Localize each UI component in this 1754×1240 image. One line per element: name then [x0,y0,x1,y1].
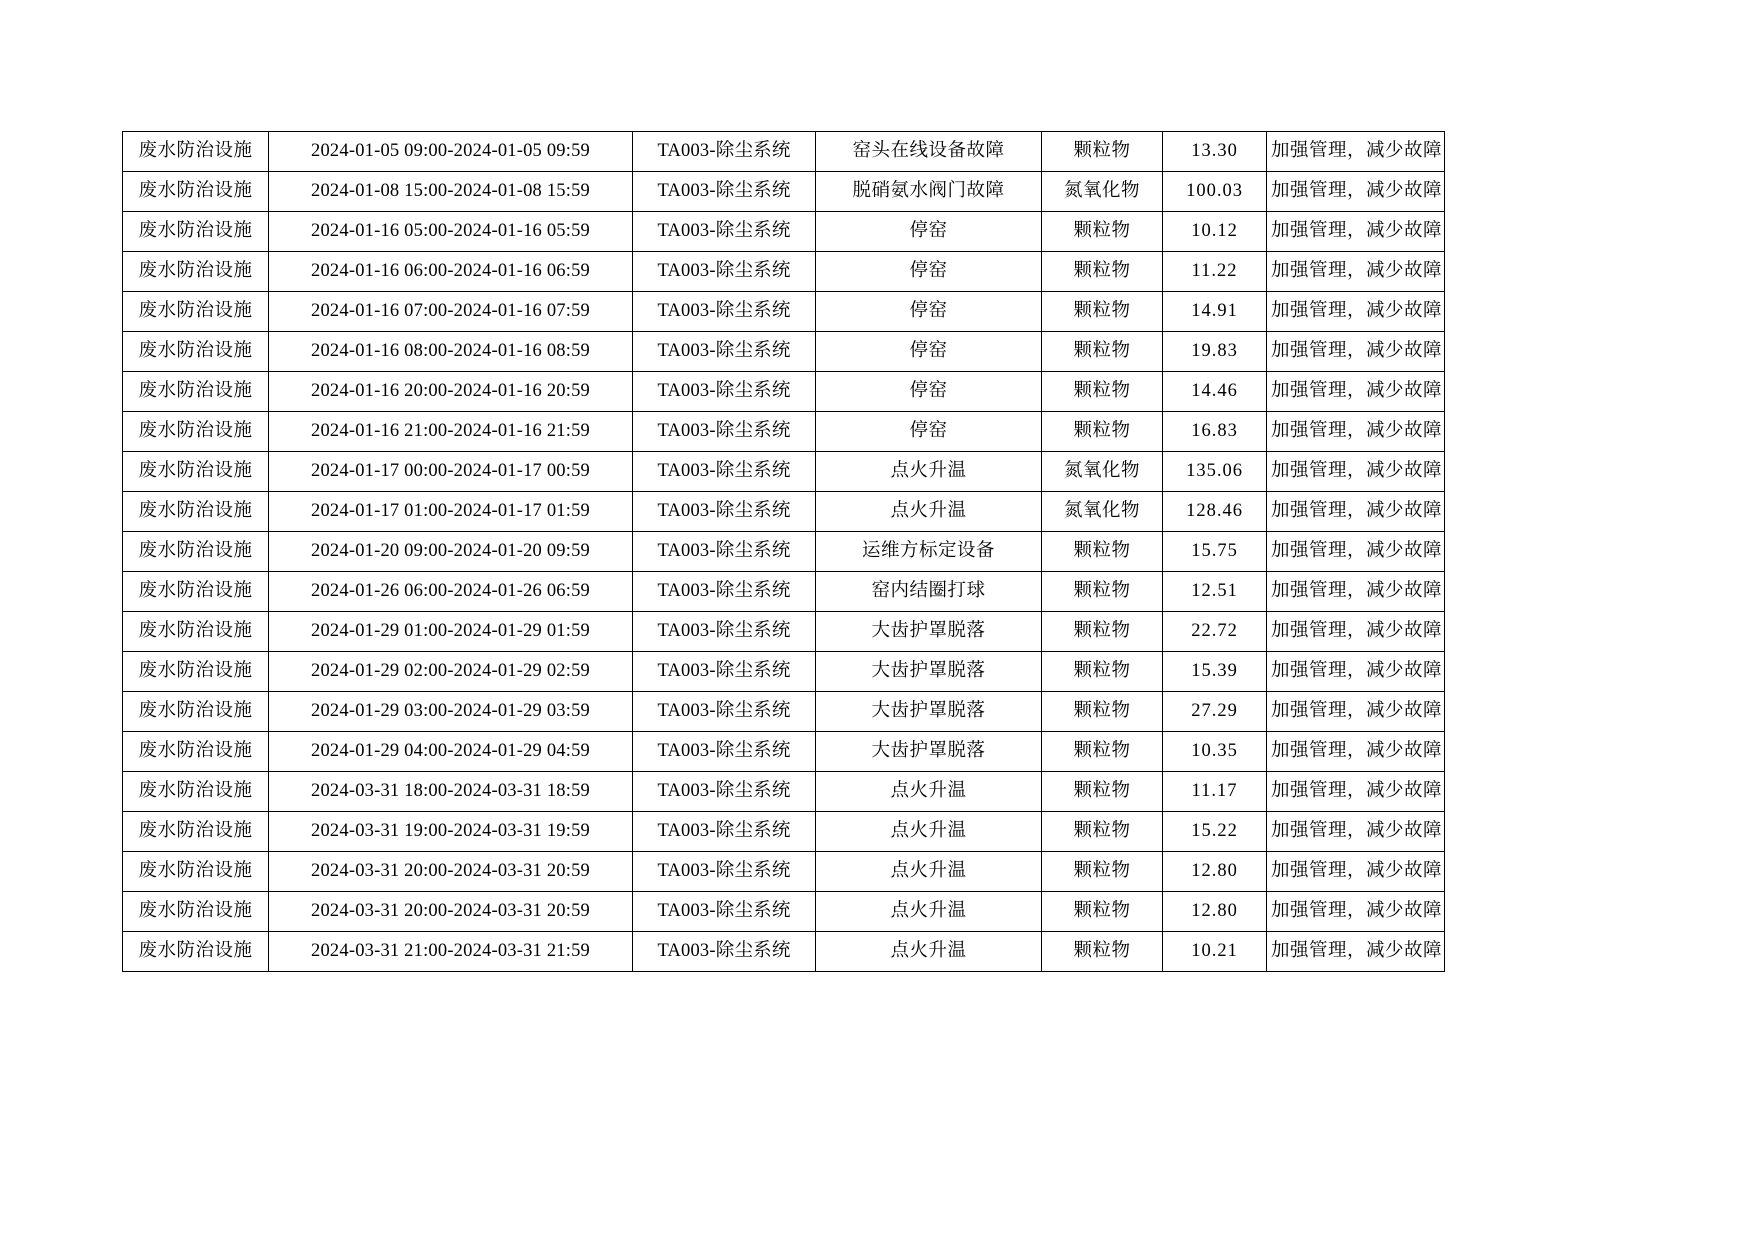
cell-system: TA003-除尘系统 [633,612,816,652]
cell-facility: 废水防治设施 [123,172,269,212]
cell-system: TA003-除尘系统 [633,332,816,372]
cell-value: 22.72 [1163,612,1267,652]
cell-pollutant: 颗粒物 [1042,572,1163,612]
cell-reason: 点火升温 [816,812,1042,852]
cell-value: 19.83 [1163,332,1267,372]
cell-system: TA003-除尘系统 [633,252,816,292]
cell-facility: 废水防治设施 [123,532,269,572]
table-row [123,892,1445,932]
cell-measure: 加强管理，减少故障 [1267,772,1445,812]
cell-facility: 废水防治设施 [123,932,269,972]
cell-period: 2024-01-20 09:00-2024-01-20 09:59 [269,532,633,572]
cell-facility: 废水防治设施 [123,412,269,452]
cell-measure: 加强管理，减少故障 [1267,612,1445,652]
cell-pollutant: 颗粒物 [1042,652,1163,692]
cell-system: TA003-除尘系统 [633,892,816,932]
cell-pollutant: 颗粒物 [1042,252,1163,292]
cell-period: 2024-01-26 06:00-2024-01-26 06:59 [269,572,633,612]
cell-facility: 废水防治设施 [123,372,269,412]
cell-facility: 废水防治设施 [123,252,269,292]
cell-period: 2024-01-29 02:00-2024-01-29 02:59 [269,652,633,692]
cell-pollutant: 颗粒物 [1042,212,1163,252]
cell-reason: 点火升温 [816,932,1042,972]
cell-period: 2024-03-31 21:00-2024-03-31 21:59 [269,932,633,972]
cell-system: TA003-除尘系统 [633,772,816,812]
cell-measure: 加强管理，减少故障 [1267,892,1445,932]
cell-measure: 加强管理，减少故障 [1267,332,1445,372]
cell-pollutant: 颗粒物 [1042,532,1163,572]
cell-facility: 废水防治设施 [123,652,269,692]
cell-measure: 加强管理，减少故障 [1267,812,1445,852]
cell-system: TA003-除尘系统 [633,132,816,172]
cell-period: 2024-03-31 20:00-2024-03-31 20:59 [269,852,633,892]
cell-pollutant: 颗粒物 [1042,412,1163,452]
cell-value: 11.22 [1163,252,1267,292]
cell-facility: 废水防治设施 [123,772,269,812]
cell-facility: 废水防治设施 [123,812,269,852]
cell-facility: 废水防治设施 [123,892,269,932]
cell-pollutant: 颗粒物 [1042,332,1163,372]
cell-pollutant: 颗粒物 [1042,892,1163,932]
cell-period: 2024-03-31 20:00-2024-03-31 20:59 [269,892,633,932]
cell-reason: 停窑 [816,292,1042,332]
cell-pollutant: 颗粒物 [1042,692,1163,732]
cell-reason: 大齿护罩脱落 [816,612,1042,652]
cell-reason: 停窑 [816,412,1042,452]
cell-pollutant: 颗粒物 [1042,852,1163,892]
cell-facility: 废水防治设施 [123,332,269,372]
cell-reason: 停窑 [816,252,1042,292]
cell-period: 2024-01-08 15:00-2024-01-08 15:59 [269,172,633,212]
cell-system: TA003-除尘系统 [633,372,816,412]
cell-value: 14.46 [1163,372,1267,412]
cell-value: 16.83 [1163,412,1267,452]
exceedance-records-table [122,131,1445,972]
cell-reason: 点火升温 [816,452,1042,492]
cell-facility: 废水防治设施 [123,212,269,252]
cell-reason: 脱硝氨水阀门故障 [816,172,1042,212]
cell-system: TA003-除尘系统 [633,412,816,452]
cell-facility: 废水防治设施 [123,692,269,732]
cell-measure: 加强管理，减少故障 [1267,372,1445,412]
cell-measure: 加强管理，减少故障 [1267,852,1445,892]
cell-value: 100.03 [1163,172,1267,212]
cell-value: 15.75 [1163,532,1267,572]
cell-pollutant: 颗粒物 [1042,772,1163,812]
cell-measure: 加强管理，减少故障 [1267,732,1445,772]
cell-measure: 加强管理，减少故障 [1267,932,1445,972]
table-row [123,652,1445,692]
cell-system: TA003-除尘系统 [633,172,816,212]
table-row [123,252,1445,292]
cell-value: 15.22 [1163,812,1267,852]
cell-period: 2024-01-17 01:00-2024-01-17 01:59 [269,492,633,532]
table-row [123,332,1445,372]
cell-measure: 加强管理，减少故障 [1267,412,1445,452]
cell-pollutant: 颗粒物 [1042,132,1163,172]
cell-reason: 点火升温 [816,492,1042,532]
cell-measure: 加强管理，减少故障 [1267,132,1445,172]
table-row [123,612,1445,652]
cell-pollutant: 颗粒物 [1042,932,1163,972]
cell-facility: 废水防治设施 [123,492,269,532]
cell-system: TA003-除尘系统 [633,932,816,972]
cell-value: 12.80 [1163,892,1267,932]
cell-period: 2024-01-16 21:00-2024-01-16 21:59 [269,412,633,452]
cell-system: TA003-除尘系统 [633,852,816,892]
cell-pollutant: 氮氧化物 [1042,172,1163,212]
cell-measure: 加强管理，减少故障 [1267,292,1445,332]
cell-facility: 废水防治设施 [123,132,269,172]
cell-reason: 窑内结圈打球 [816,572,1042,612]
cell-reason: 窑头在线设备故障 [816,132,1042,172]
table-row [123,292,1445,332]
table-row [123,692,1445,732]
table-row [123,532,1445,572]
cell-reason: 运维方标定设备 [816,532,1042,572]
cell-system: TA003-除尘系统 [633,652,816,692]
cell-value: 27.29 [1163,692,1267,732]
table-row [123,212,1445,252]
cell-facility: 废水防治设施 [123,852,269,892]
cell-reason: 大齿护罩脱落 [816,732,1042,772]
table-row [123,492,1445,532]
cell-system: TA003-除尘系统 [633,452,816,492]
table-row [123,132,1445,172]
cell-period: 2024-01-16 20:00-2024-01-16 20:59 [269,372,633,412]
cell-system: TA003-除尘系统 [633,532,816,572]
table-row [123,812,1445,852]
cell-reason: 大齿护罩脱落 [816,692,1042,732]
cell-value: 12.80 [1163,852,1267,892]
cell-measure: 加强管理，减少故障 [1267,452,1445,492]
cell-measure: 加强管理，减少故障 [1267,532,1445,572]
table-row [123,852,1445,892]
cell-value: 12.51 [1163,572,1267,612]
cell-period: 2024-01-16 05:00-2024-01-16 05:59 [269,212,633,252]
cell-value: 11.17 [1163,772,1267,812]
table-row [123,412,1445,452]
cell-facility: 废水防治设施 [123,612,269,652]
cell-reason: 点火升温 [816,852,1042,892]
table-row [123,732,1445,772]
cell-period: 2024-01-05 09:00-2024-01-05 09:59 [269,132,633,172]
cell-system: TA003-除尘系统 [633,812,816,852]
table-row [123,932,1445,972]
cell-facility: 废水防治设施 [123,292,269,332]
cell-reason: 大齿护罩脱落 [816,652,1042,692]
cell-pollutant: 颗粒物 [1042,732,1163,772]
cell-value: 10.35 [1163,732,1267,772]
cell-reason: 停窑 [816,332,1042,372]
cell-reason: 停窑 [816,372,1042,412]
cell-measure: 加强管理，减少故障 [1267,212,1445,252]
table-row [123,772,1445,812]
cell-value: 14.91 [1163,292,1267,332]
cell-measure: 加强管理，减少故障 [1267,172,1445,212]
cell-system: TA003-除尘系统 [633,572,816,612]
cell-value: 135.06 [1163,452,1267,492]
cell-measure: 加强管理，减少故障 [1267,692,1445,732]
cell-facility: 废水防治设施 [123,572,269,612]
cell-facility: 废水防治设施 [123,732,269,772]
cell-system: TA003-除尘系统 [633,692,816,732]
cell-pollutant: 氮氧化物 [1042,452,1163,492]
table-body [123,132,1445,972]
table-row [123,372,1445,412]
cell-period: 2024-03-31 19:00-2024-03-31 19:59 [269,812,633,852]
cell-pollutant: 氮氧化物 [1042,492,1163,532]
cell-system: TA003-除尘系统 [633,492,816,532]
cell-measure: 加强管理，减少故障 [1267,652,1445,692]
cell-pollutant: 颗粒物 [1042,612,1163,652]
cell-value: 128.46 [1163,492,1267,532]
table-row [123,572,1445,612]
cell-system: TA003-除尘系统 [633,212,816,252]
table-row [123,172,1445,212]
cell-reason: 点火升温 [816,772,1042,812]
cell-period: 2024-01-16 06:00-2024-01-16 06:59 [269,252,633,292]
table-container [122,131,1444,972]
cell-period: 2024-01-17 00:00-2024-01-17 00:59 [269,452,633,492]
cell-period: 2024-01-29 01:00-2024-01-29 01:59 [269,612,633,652]
cell-reason: 点火升温 [816,892,1042,932]
cell-value: 10.12 [1163,212,1267,252]
cell-pollutant: 颗粒物 [1042,292,1163,332]
cell-system: TA003-除尘系统 [633,292,816,332]
cell-pollutant: 颗粒物 [1042,372,1163,412]
cell-period: 2024-01-29 04:00-2024-01-29 04:59 [269,732,633,772]
cell-system: TA003-除尘系统 [633,732,816,772]
cell-period: 2024-01-16 07:00-2024-01-16 07:59 [269,292,633,332]
cell-value: 15.39 [1163,652,1267,692]
cell-value: 10.21 [1163,932,1267,972]
cell-period: 2024-01-29 03:00-2024-01-29 03:59 [269,692,633,732]
cell-period: 2024-03-31 18:00-2024-03-31 18:59 [269,772,633,812]
cell-value: 13.30 [1163,132,1267,172]
cell-measure: 加强管理，减少故障 [1267,492,1445,532]
cell-period: 2024-01-16 08:00-2024-01-16 08:59 [269,332,633,372]
cell-reason: 停窑 [816,212,1042,252]
cell-facility: 废水防治设施 [123,452,269,492]
cell-measure: 加强管理，减少故障 [1267,252,1445,292]
table-row [123,452,1445,492]
cell-measure: 加强管理，减少故障 [1267,572,1445,612]
cell-pollutant: 颗粒物 [1042,812,1163,852]
